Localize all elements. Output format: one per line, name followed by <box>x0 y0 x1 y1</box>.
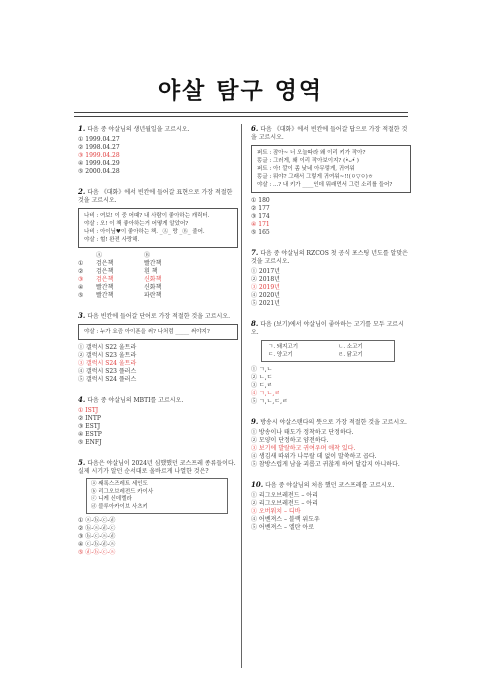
option-4-answer[interactable]: ④ ㄱ,ㄴ,ㄹ <box>251 390 281 397</box>
option-1[interactable]: ① 2017년 <box>251 268 280 275</box>
exam-title: 야살 탐구 영역 <box>157 78 324 104</box>
dialogue-line: 야살 : 오! 이 책 좋아하는거 어떻게 알았어? <box>84 221 189 227</box>
option-5[interactable]: ⑤ 2021년 <box>251 300 280 307</box>
option-1[interactable]: ① ㄱ,ㄴ <box>251 366 273 373</box>
header-a: Ⓐ <box>96 252 103 259</box>
header-b: Ⓑ <box>144 252 151 259</box>
question-2 <box>78 188 238 300</box>
option-5[interactable]: ⑤ 갤럭시 S24 플러스 <box>78 376 137 383</box>
column-divider <box>241 124 242 668</box>
question-stem: 다음 《대화》에서 빈칸에 들어갈 표현으로 가장 적절한 것을 고르시오. <box>78 189 233 204</box>
example-item: ㄱ. 돼지고기 <box>268 344 299 350</box>
right-column <box>251 125 411 544</box>
example-item: ㄷ. 양고기 <box>268 352 293 358</box>
option-2[interactable]: ② 1998.04.27 <box>78 144 120 151</box>
option-1[interactable]: ① 리그오브레전드 – 아리 <box>251 492 318 499</box>
question-3 <box>78 312 238 384</box>
option-4-a: 빨간책 <box>96 284 114 291</box>
question-7 <box>251 249 411 308</box>
question-number: 3. <box>78 311 86 320</box>
option-4[interactable]: ④ 어벤져스 – 블랙 위도우 <box>251 516 320 523</box>
example-item: ㄹ. 닭고기 <box>338 352 363 358</box>
option-2[interactable]: ② 갤럭시 S23 울트라 <box>78 352 137 359</box>
option-4-answer[interactable]: ④ 171 <box>251 221 270 228</box>
title-rule-top <box>74 112 408 113</box>
option-5[interactable]: ⑤ 2000.04.28 <box>78 168 120 175</box>
question-6 <box>251 125 411 237</box>
option-4[interactable]: ④ 1999.04.29 <box>78 160 120 167</box>
question-stem: 방송시 야살스탠다의 뜻으로 가장 적절한 것을 고르시오. <box>260 419 407 426</box>
question-number: 5. <box>78 458 86 467</box>
option-3-answer[interactable]: ③ 갤럭시 S24 울트라 <box>78 360 137 367</box>
choice-a: ⓐ 쌔록스즈레트 세인도 <box>91 481 148 487</box>
dialogue-line: 퍼트 : 잠아~ 너 오늘따라 왜 이리 키가 작아? <box>257 150 366 156</box>
option-3[interactable]: ③ ESTJ <box>78 423 101 430</box>
option-2-marker[interactable]: ② <box>78 268 84 275</box>
dialogue-box <box>78 208 238 248</box>
option-3[interactable]: ③ ⓑ-ⓒ-ⓐ-ⓓ <box>78 533 116 540</box>
dialogue-line: 나비 : 아이님♥이 좋아하는 책. _Ⓐ_ 랑 _Ⓑ_ 줄어. <box>84 229 205 235</box>
question-number: 10. <box>251 480 264 489</box>
option-2[interactable]: ② 2018년 <box>251 276 280 283</box>
question-5 <box>78 459 238 557</box>
option-5[interactable]: ⑤ 어벤져스 – 엘탄 아로 <box>251 524 314 531</box>
choice-c: ⓒ 니케 신데렐라 <box>91 496 132 502</box>
option-1-b: 빨간책 <box>144 260 162 267</box>
example-item: ㄴ. 소고기 <box>338 344 363 350</box>
question-number: 7. <box>251 248 259 257</box>
choice-d: ⓓ 블루아카이브 사츠키 <box>91 503 148 510</box>
option-5-answer[interactable]: ⑤ ⓓ-ⓑ-ⓒ-ⓐ <box>78 549 116 556</box>
question-number: 2. <box>78 187 86 196</box>
dialogue-line: 나비 : 여보! 이 중 어때? 내 사람이 좋아하는 캐릭터. <box>84 213 210 219</box>
option-3-answer[interactable]: ③ 2019년 <box>251 284 280 291</box>
question-stem: 다음 중 야살님의 RZCOS 첫 공식 포스팅 년도를 알맞은 것을 고르시오. <box>251 250 408 265</box>
option-2-b: 흰 책 <box>144 268 158 275</box>
option-1[interactable]: ① 180 <box>251 197 270 204</box>
dialogue-line: 야살 : 누가 요즘 아이폰을 써? 나처럼 _____ 써야지? <box>84 329 210 335</box>
option-5[interactable]: ⑤ 165 <box>251 229 270 236</box>
option-1[interactable]: ① 1999.04.27 <box>78 136 120 143</box>
option-4[interactable]: ④ 생김새 따위가 나무랄 데 없이 말쑥하고 곱다. <box>251 453 377 460</box>
question-stem: 다음 중 야살님의 처음 했던 코스프레를 고르시오. <box>265 482 395 489</box>
option-4[interactable]: ④ 2020년 <box>251 292 280 299</box>
question-number: 1. <box>78 124 86 133</box>
question-10 <box>251 481 411 532</box>
option-4-marker[interactable]: ④ <box>78 284 84 291</box>
option-1-marker[interactable]: ① <box>78 260 84 267</box>
choices-box <box>86 478 228 514</box>
choice-b: ⓑ 리그오브레전드 카이사 <box>91 488 154 495</box>
option-3-answer[interactable]: ③ 오버워치 – 디바 <box>251 508 301 515</box>
option-1[interactable]: ① ⓐ-ⓑ-ⓒ-ⓓ <box>78 517 116 524</box>
question-9 <box>251 418 411 469</box>
option-4-b: 신화책 <box>144 284 162 291</box>
option-3-answer[interactable]: ③ 1999.04.28 <box>78 152 120 159</box>
dialogue-line: 야살 : ...? 내 키가 ____인데 뭐래먼서 그런 소리를 들어? <box>257 182 393 188</box>
example-box <box>261 340 395 362</box>
option-2[interactable]: ② INTP <box>78 415 101 422</box>
question-1 <box>78 125 238 176</box>
option-2-a: 검은책 <box>96 268 114 275</box>
question-stem: 다음 중 야살님의 생년월일을 고르시오. <box>87 126 190 133</box>
option-5-marker[interactable]: ⑤ <box>78 292 84 299</box>
question-stem: 다음 (보기)에서 야살님이 좋아하는 고기를 모두 고르시오. <box>251 321 404 336</box>
question-number: 8. <box>251 319 259 328</box>
question-stem: 다음 빈칸에 들어갈 단어로 가장 적절한 것을 고르시오. <box>87 313 231 320</box>
answer-table <box>78 252 238 300</box>
question-number: 4. <box>78 395 86 404</box>
question-stem: 다음 중 야살님의 MBTI를 고르시오. <box>87 397 184 404</box>
option-1[interactable]: ① 방송이나 태도가 정착하고 단정하다. <box>251 429 354 436</box>
dialogue-line: 퍼트 : 아! 깔이 좀 낮네 아무렇게, 귀여워 <box>257 166 355 172</box>
option-1-answer[interactable]: ① ISTJ <box>78 407 99 414</box>
option-5-a: 빨간책 <box>96 292 114 299</box>
dialogue-line: 똥글 : 그러게, 왜 이리 작아보이지? (•̀ᴗ•́ ) <box>257 158 359 164</box>
dialogue-line: 야살 : 헐! 완전 사랑해. <box>84 237 140 243</box>
question-4 <box>78 396 238 447</box>
option-5-b: 파란책 <box>144 292 162 299</box>
option-1-a: 검은책 <box>96 260 114 267</box>
option-4[interactable]: ④ ⓒ-ⓑ-ⓓ-ⓐ <box>78 541 116 548</box>
option-3[interactable]: ③ ㄷ,ㄹ <box>251 382 273 389</box>
dialogue-box <box>78 324 238 340</box>
option-5[interactable]: ⑤ ENFJ <box>78 439 102 446</box>
question-8 <box>251 320 411 406</box>
question-stem: 다음 《대화》에서 빈칸에 들어갈 답으로 가장 적절한 것을 고르시오. <box>251 126 408 141</box>
question-stem: 다음은 야살님이 2024년 심했했던 코스프레 종류들이다. 실제 시기가 알던 순서대로 올바르게 나열한 것은? <box>78 460 236 475</box>
option-4[interactable]: ④ ESTP <box>78 431 102 438</box>
option-3[interactable]: ③ 174 <box>251 213 270 220</box>
question-number: 6. <box>251 124 259 133</box>
option-3-a: 검은책 <box>96 276 114 283</box>
option-2[interactable]: ② ㄴ,ㄷ <box>251 374 273 381</box>
option-3-b: 신화책 <box>144 276 162 283</box>
option-5[interactable]: ⑤ ㄱ,ㄴ,ㄷ,ㄹ <box>251 398 288 405</box>
question-number: 9. <box>251 417 259 426</box>
option-2[interactable]: ② 177 <box>251 205 270 212</box>
dialogue-box <box>251 145 411 193</box>
option-2[interactable]: ② ⓑ-ⓐ-ⓓ-ⓒ <box>78 525 116 532</box>
option-3-answer[interactable]: ③ 보기에 발랄하고 귀여우며 애착 있다. <box>251 445 356 452</box>
option-5[interactable]: ⑤ 참방스럽게 남을 괴롭고 귀찮게 하여 달갑지 아니하다. <box>251 461 400 468</box>
option-1[interactable]: ① 갤럭시 S22 울트라 <box>78 344 137 351</box>
option-2[interactable]: ② 리그오브레전드 – 아리 <box>251 500 318 507</box>
option-2[interactable]: ② 모양이 단정하고 얌전하다. <box>251 437 329 444</box>
dialogue-line: 똥글 : 뭐야? 그래서 그렇게 귀여워~!!(ㅇ▽ㅇ)ㅎ <box>257 174 374 180</box>
title-rule-bottom <box>74 116 408 117</box>
left-column <box>78 125 238 569</box>
option-4[interactable]: ④ 갤럭시 S23 플러스 <box>78 368 137 375</box>
option-3-marker-answer[interactable]: ③ <box>78 276 84 283</box>
